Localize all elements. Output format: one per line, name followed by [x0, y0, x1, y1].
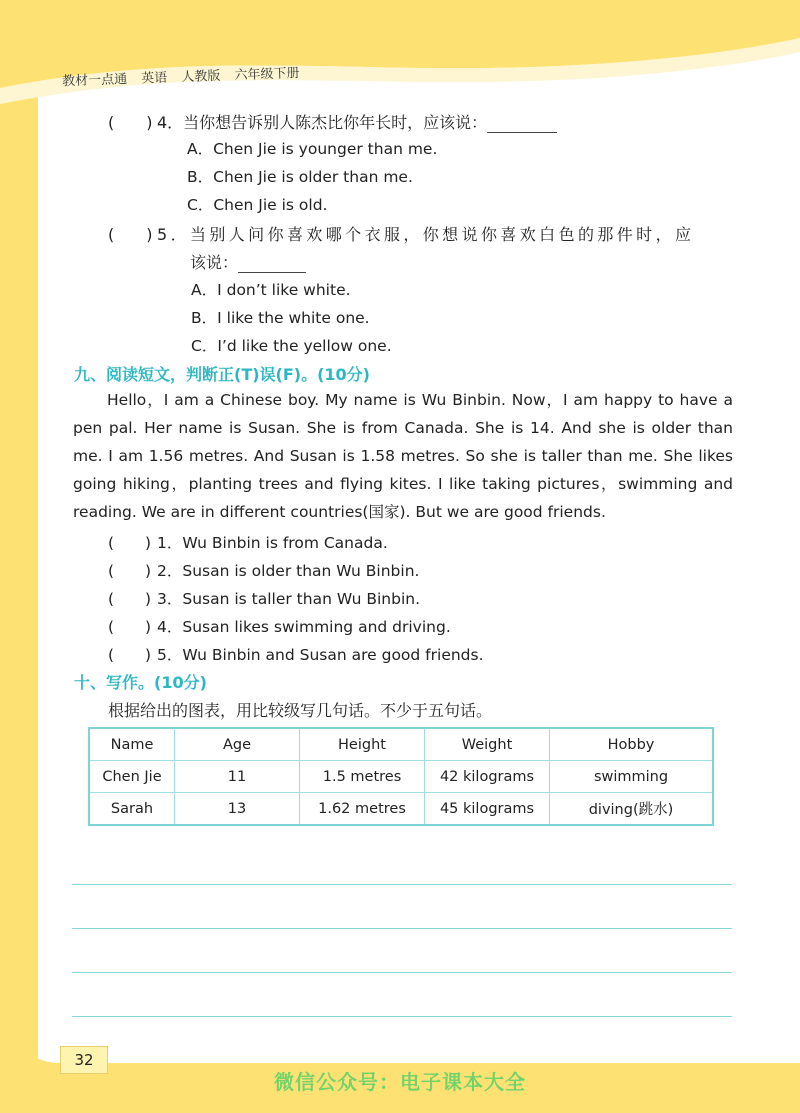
q4-answer-paren[interactable]: ( ) — [108, 113, 153, 132]
s9-item3: 3．Susan is taller than Wu Binbin. — [157, 590, 421, 608]
s9-item5-paren[interactable]: ( ) — [108, 646, 152, 664]
writing-line[interactable] — [72, 884, 732, 885]
q5-stem2-text: 该说： — [190, 253, 239, 272]
s9-item2: 2．Susan is older than Wu Binbin. — [157, 562, 420, 580]
header-wave-decoration — [0, 0, 800, 110]
table-header-cell: Name — [89, 728, 175, 761]
section9-title: 九、阅读短文，判断正(T)误(F)。(10分) — [74, 365, 370, 384]
q5-stem-line2 — [190, 250, 306, 273]
s9-item1: 1．Wu Binbin is from Canada. — [157, 534, 388, 552]
left-margin-strip — [0, 90, 38, 1113]
table-header-cell: Height — [300, 728, 425, 761]
table-cell: 13 — [175, 793, 300, 826]
table-cell: 42 kilograms — [425, 761, 550, 793]
q4-stem-text: 4．当你想告诉别人陈杰比你年长时，应该说： — [157, 113, 488, 132]
table-cell: Chen Jie — [89, 761, 175, 793]
q4-option-a[interactable]: A．Chen Jie is younger than me. — [187, 140, 438, 158]
writing-line[interactable] — [72, 1016, 732, 1017]
table-cell: 1.62 metres — [300, 793, 425, 826]
header-item: 人教版 — [181, 68, 221, 86]
s9-item2-paren[interactable]: ( ) — [108, 562, 152, 580]
table-cell: Sarah — [89, 793, 175, 826]
q5-answer-paren[interactable]: ( ) — [108, 225, 153, 244]
table-row — [89, 761, 713, 793]
q5-option-c[interactable]: C．I’d like the yellow one. — [191, 337, 392, 355]
s9-item3-paren[interactable]: ( ) — [108, 590, 152, 608]
section10-title: 十、写作。(10分) — [74, 673, 207, 692]
section10-instruction: 根据给出的图表，用比较级写几句话。不少于五句话。 — [108, 701, 493, 720]
table-cell: 45 kilograms — [425, 793, 550, 826]
table-cell: 1.5 metres — [300, 761, 425, 793]
s9-item4: 4．Susan likes swimming and driving. — [157, 618, 451, 636]
info-table — [88, 727, 714, 826]
table-header-cell: Age — [175, 728, 300, 761]
table-row — [89, 793, 713, 826]
table-header-cell: Weight — [425, 728, 550, 761]
table-cell: diving(跳水) — [550, 793, 714, 826]
page-number: 32 — [60, 1046, 108, 1074]
q4-option-c[interactable]: C．Chen Jie is old. — [187, 196, 328, 214]
s9-item5: 5．Wu Binbin and Susan are good friends. — [157, 646, 484, 664]
q5-option-b[interactable]: B．I like the white one. — [191, 309, 370, 327]
q5-blank[interactable] — [238, 254, 306, 273]
section9-passage: Hello，I am a Chinese boy. My name is Wu Binbin. Now，I am happy to have a pen pal. Her name is Susan. She is from Canada. She is 14. And she is older than me. I am 1.56 metres. And Susan is 1.58 metres. So she is taller than me. She likes going hiking，planting trees and flying kites. I like taking pictures，swimming and reading. We are in different countries(国家). But we are good friends. — [73, 391, 733, 521]
q4-stem — [157, 110, 557, 133]
table-cell: 11 — [175, 761, 300, 793]
table-header-cell: Hobby — [550, 728, 714, 761]
writing-line[interactable] — [72, 928, 732, 929]
table-cell: swimming — [550, 761, 714, 793]
q4-option-b[interactable]: B．Chen Jie is older than me. — [187, 168, 413, 186]
header-item: 六年级下册 — [234, 66, 300, 84]
watermark: 微信公众号：电子课本大全 — [274, 1070, 526, 1094]
header-item: 教材一点通 — [61, 72, 128, 90]
header-item: 英语 — [140, 70, 168, 87]
writing-line[interactable] — [72, 972, 732, 973]
q5-stem: 5．当别人问你喜欢哪个衣服，你想说你喜欢白色的那件时，应 — [157, 225, 695, 244]
q5-option-a[interactable]: A．I don’t like white. — [191, 281, 351, 299]
table-header-row — [89, 728, 713, 761]
s9-item4-paren[interactable]: ( ) — [108, 618, 152, 636]
q4-blank[interactable] — [487, 114, 557, 133]
s9-item1-paren[interactable]: ( ) — [108, 534, 152, 552]
